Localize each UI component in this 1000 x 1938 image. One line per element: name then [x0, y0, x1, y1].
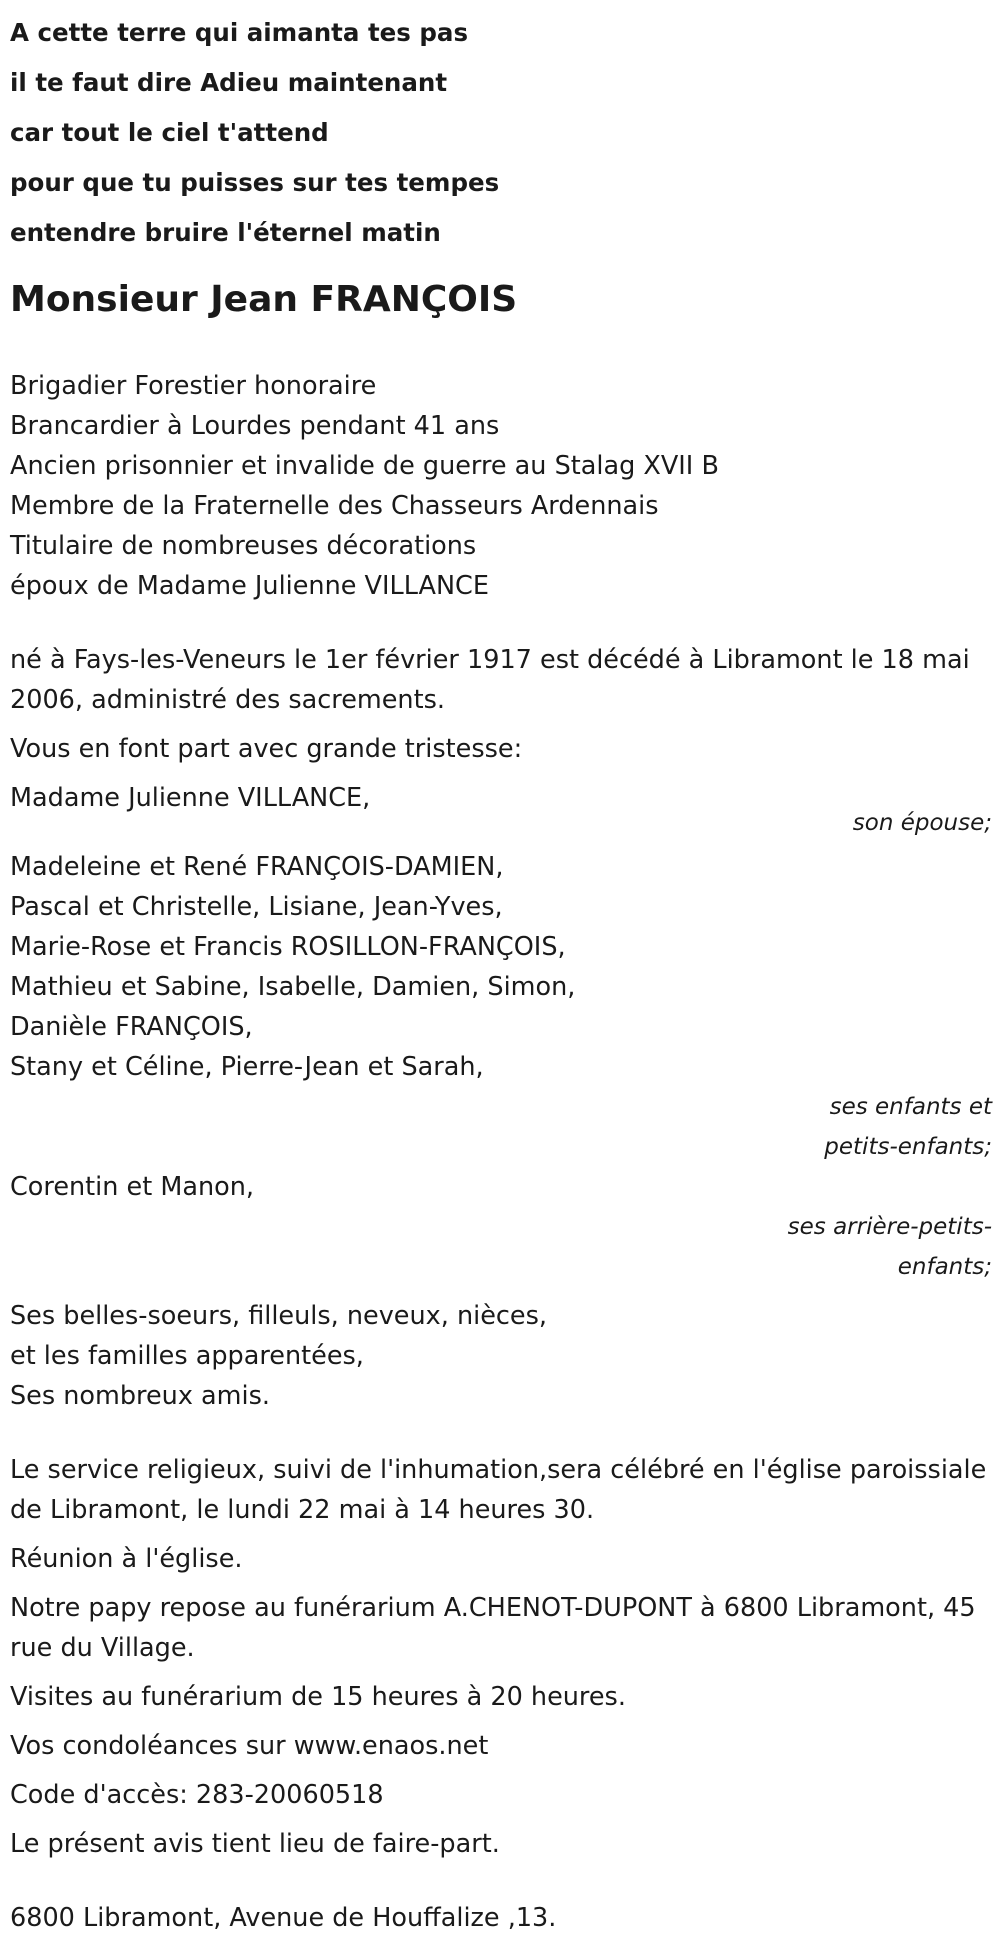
- children-block: [10, 847, 992, 1167]
- others-block: [10, 1296, 992, 1416]
- others-line: et les familles apparentées,: [10, 1341, 364, 1371]
- children-relation: petits-enfants;: [824, 1134, 992, 1160]
- poem: [10, 0, 992, 258]
- poem-line: entendre bruire l'éternel matin: [10, 218, 441, 247]
- obituary-notice: [10, 0, 992, 1938]
- funerarium-text: Notre papy repose au funérarium A.CHENOT-DUPONT à 6800 Libramont, 45 rue du Village.: [10, 1593, 976, 1663]
- spouse-relation: son épouse;: [852, 810, 992, 836]
- birth-death-text: né à Fays-les-Veneurs le 1er février 1917 est décédé à Libramont le 18 mai 2006, administré des sacrements.: [10, 645, 970, 715]
- title-line: Titulaire de nombreuses décorations: [10, 531, 477, 561]
- titles-list: [10, 366, 992, 606]
- service-text: Le service religieux, suivi de l'inhumation,sera célébré en l'église paroissiale de Libramont, le lundi 22 mai à 14 heures 30.: [10, 1455, 987, 1525]
- family-line: Danièle FRANÇOIS,: [10, 1012, 253, 1042]
- children-relation: ses enfants et: [829, 1094, 992, 1120]
- poem-line: pour que tu puisses sur tes tempes: [10, 168, 500, 197]
- great-grandchildren-relation: ses arrière-petits-: [787, 1214, 992, 1240]
- access-code-text: Code d'accès: 283-20060518: [10, 1780, 384, 1810]
- announcement-text: Vous en font part avec grande tristesse:: [10, 734, 523, 764]
- others-line: Ses belles-soeurs, filleuls, neveux, nièces,: [10, 1301, 547, 1331]
- great-grandchildren-relation: enfants;: [897, 1254, 992, 1280]
- family-line: Pascal et Christelle, Lisiane, Jean-Yves,: [10, 892, 503, 922]
- meeting-text: Réunion à l'église.: [10, 1544, 243, 1574]
- spouse-block: [10, 778, 992, 838]
- family-line: Mathieu et Sabine, Isabelle, Damien, Simon,: [10, 972, 576, 1002]
- visits-text: Visites au funérarium de 15 heures à 20 heures.: [10, 1682, 626, 1712]
- title-line: Brigadier Forestier honoraire: [10, 371, 377, 401]
- address-text: 6800 Libramont, Avenue de Houffalize ,13.: [10, 1903, 557, 1933]
- others-line: Ses nombreux amis.: [10, 1381, 270, 1411]
- family-line: Stany et Céline, Pierre-Jean et Sarah,: [10, 1052, 484, 1082]
- poem-line: il te faut dire Adieu maintenant: [10, 68, 448, 97]
- great-grandchildren-block: [10, 1167, 992, 1287]
- family-line: Marie-Rose et Francis ROSILLON-FRANÇOIS,: [10, 932, 566, 962]
- condolences-text: Vos condoléances sur www.enaos.net: [10, 1731, 489, 1761]
- title-line: époux de Madame Julienne VILLANCE: [10, 571, 489, 601]
- deceased-name: Monsieur Jean FRANÇOIS: [10, 279, 518, 320]
- poem-line: A cette terre qui aimanta tes pas: [10, 18, 469, 47]
- poem-line: car tout le ciel t'attend: [10, 118, 329, 147]
- title-line: Membre de la Fraternelle des Chasseurs Ardennais: [10, 491, 659, 521]
- family-line: Madeleine et René FRANÇOIS-DAMIEN,: [10, 852, 504, 882]
- great-grandchildren-name: Corentin et Manon,: [10, 1172, 254, 1202]
- title-line: Brancardier à Lourdes pendant 41 ans: [10, 411, 500, 441]
- spouse-name: Madame Julienne VILLANCE,: [10, 783, 371, 813]
- notice-text: Le présent avis tient lieu de faire-part.: [10, 1829, 500, 1859]
- title-line: Ancien prisonnier et invalide de guerre au Stalag XVII B: [10, 451, 719, 481]
